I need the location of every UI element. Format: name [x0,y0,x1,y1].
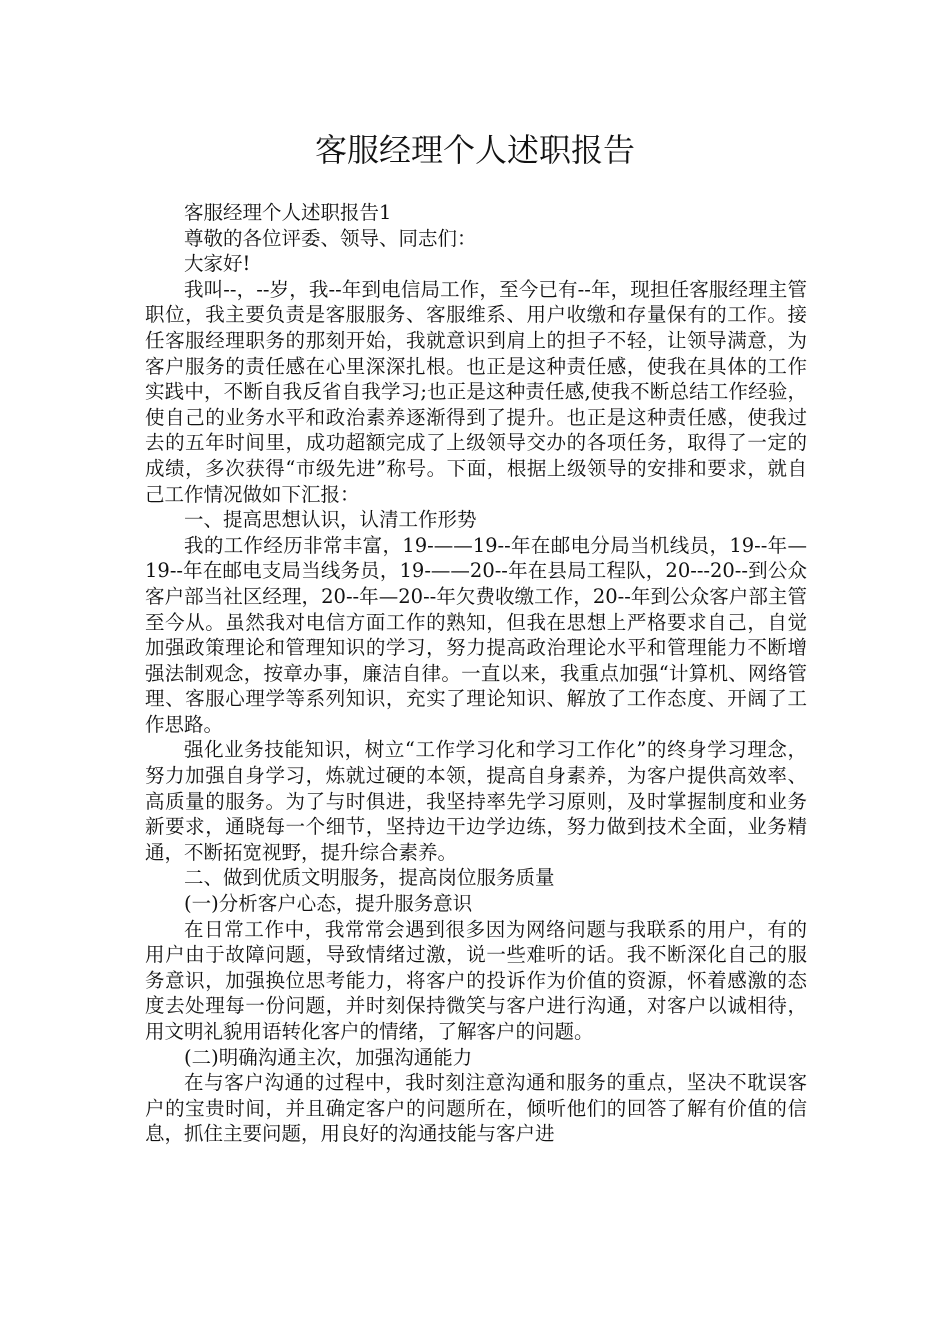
section-heading-2: 二、做到优质文明服务，提高岗位服务质量 [184,866,555,890]
document-body [145,200,807,1147]
paragraph-greeting: 大家好! [184,252,251,276]
paragraph-salutation: 尊敬的各位评委、领导、同志们： [184,226,477,250]
paragraph-report-number: 客服经理个人述职报告1 [184,201,392,224]
document-title: 客服经理个人述职报告 [314,131,635,169]
paragraph-introduction: 我叫--，--岁，我--年到电信局工作，至今已有--年，现担任客服经理主管职位，我主要负责是客服服务、客服维系、用户收缴和存量保有的工作。接任客服经理职务的那刻开始，我就意识到肩上的担子不轻，让领导满意，为客户服务的责任感在心里深深扎根。也正是这种责任感，使我在具体的工作实践中，不断自我反省自我学习;也正是这种责任感,使我不断总结工作经验，使自己的业务水平和政治素养逐渐得到了提升。也正是这种责任感，使我过去的五年时间里，成功超额完成了上级领导交办的各项任务，取得了一定的成绩，多次获得“市级先进”称号。下面，根据上级领导的安排和要求，就自己工作情况做如下汇报： [145,277,807,506]
paragraph-skill-learning: 强化业务技能知识，树立“工作学习化和学习工作化”的终身学习理念，努力加强自身学习，炼就过硬的本领，提高自身素养，为客户提供高效率、高质量的服务。为了与时俱进，我坚持率先学习原则，及时掌握制度和业务新要求，通晓每一个细节，坚持边干边学边练，努力做到技术全面，业务精通，不断拓宽视野，提升综合素养。 [145,738,807,864]
subsection-heading-1: (一)分析客户心态，提升服务意识 [184,892,473,916]
subsection-heading-2: (二)明确沟通主次，加强沟通能力 [184,1045,473,1069]
paragraph-work-experience: 我的工作经历非常丰富，19-——19--年在邮电分局当机线员，19--年—19--年在邮电支局当线务员，19-——20--年在县局工程队，20---20--到公众客户部当社区经理，20--年—20--年欠费收缴工作，20--年到公众客户部主管至今从。虽然我对电信方面工作的熟知，但我在思想上严格要求自己，自觉加强政策理论和管理知识的学习，努力提高政治理论水平和管理能力不断增强法制观念，按章办事，廉洁自律。一直以来，我重点加强“计算机、网络管理、客服心理学等系列知识，充实了理论知识、解放了工作态度、开阔了工作思路。 [145,533,807,736]
section-heading-1: 一、提高思想认识，认清工作形势 [184,508,477,532]
paragraph-communication: 在与客户沟通的过程中，我时刻注意沟通和服务的重点，坚决不耽误客户的宝贵时间，并且确定客户的问题所在，倾听他们的回答了解有价值的信息，抓住主要问题，用良好的沟通技能与客户进 [145,1071,807,1146]
paragraph-customer-mindset: 在日常工作中，我常常会遇到很多因为网络问题与我联系的用户，有的用户由于故障问题，导致情绪过激，说一些难听的话。我不断深化自己的服务意识，加强换位思考能力，将客户的投诉作为价值的资源，怀着感激的态度去处理每一份问题，并时刻保持微笑与客户进行沟通，对客户以诚相待，用文明礼貌用语转化客户的情绪，了解客户的问题。 [145,917,807,1043]
